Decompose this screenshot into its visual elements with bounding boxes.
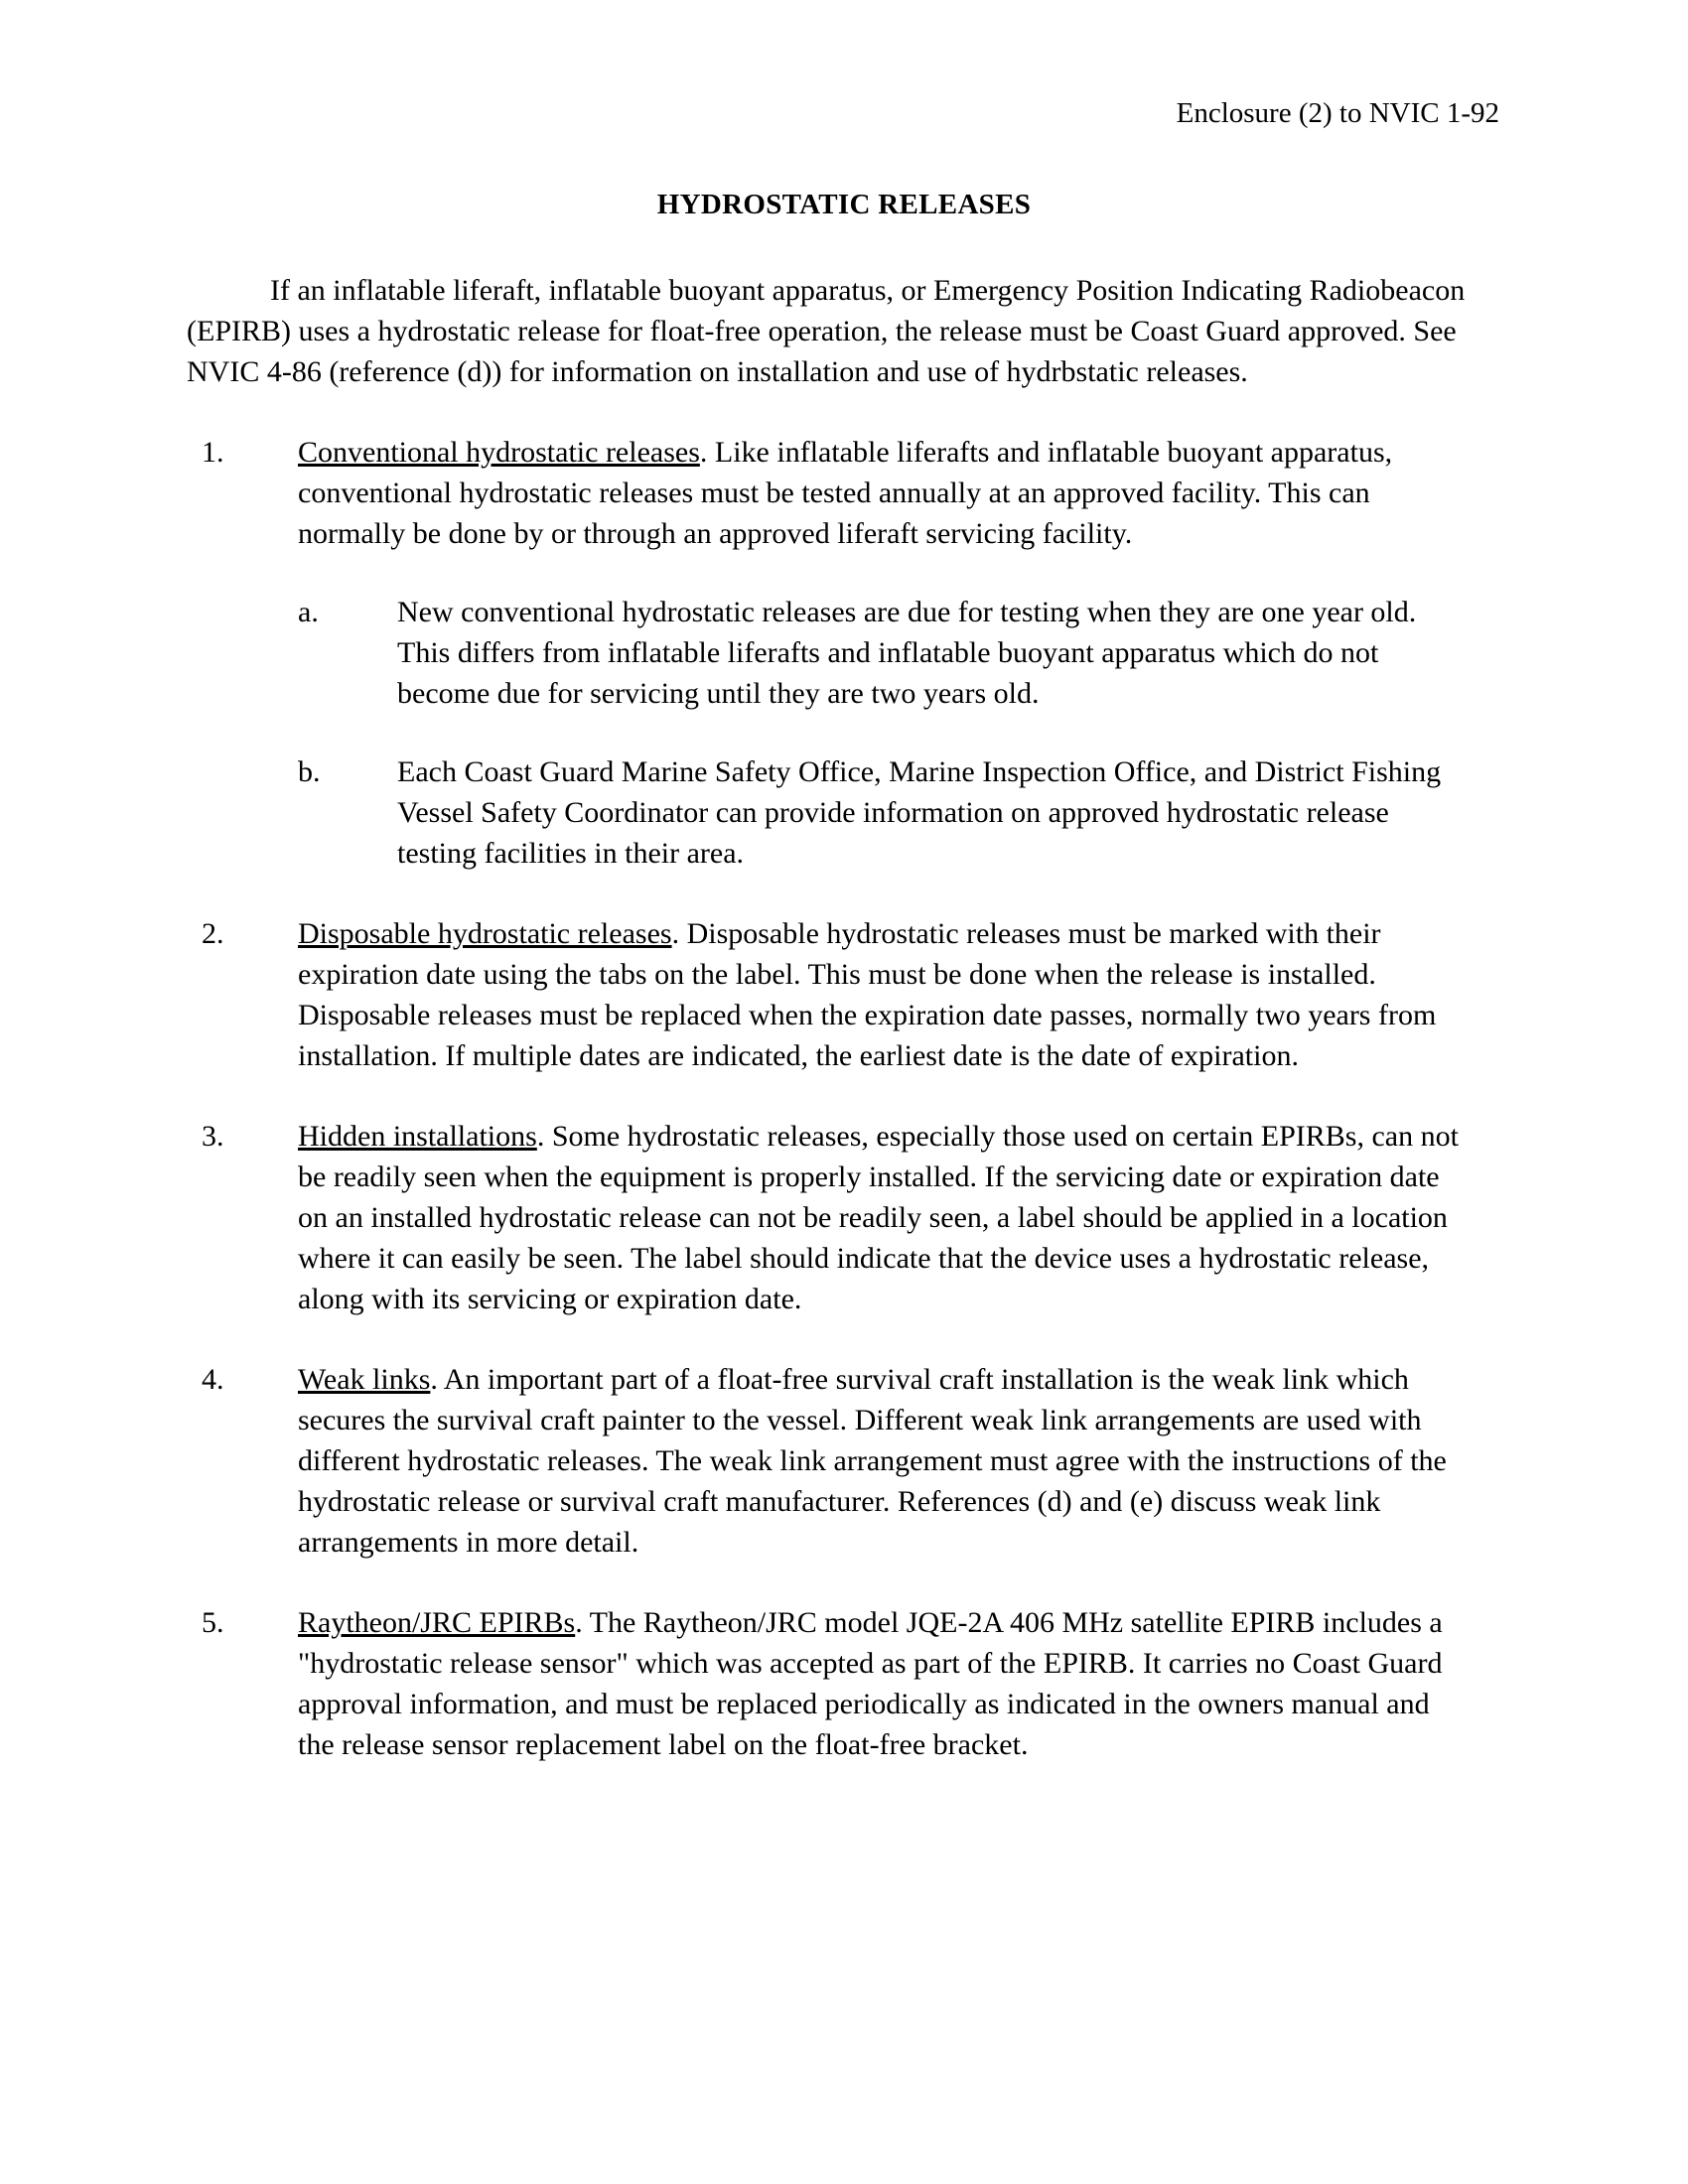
list-item-body: . The Raytheon/JRC model JQE-2A 406 MHz satellite EPIRB includes a "hydrostatic release sensor" which was accepted as part of the EPIRB. It carries no Coast Guard approval information, and must be replaced periodically as indicated in the owners manual and the release sensor replacement label on the float-free bracket.: [298, 1606, 1443, 1761]
lettered-list: [298, 592, 1468, 874]
list-item-text: [298, 1116, 1468, 1319]
list-item-text: [298, 913, 1468, 1076]
list-item-lead: Raytheon/JRC EPIRBs: [298, 1606, 576, 1639]
list-item: [187, 1602, 1468, 1765]
sub-list-item: [298, 592, 1468, 714]
list-item-marker: 3.: [202, 1120, 224, 1153]
list-item-lead: Disposable hydrostatic releases: [298, 917, 672, 950]
list-item: [187, 1359, 1468, 1563]
sub-list-item-marker: a.: [298, 596, 319, 628]
list-item-marker: 5.: [202, 1606, 224, 1639]
document-body: [187, 270, 1468, 1765]
list-item-lead: Weak links: [298, 1363, 431, 1396]
list-item-marker: 2.: [202, 917, 224, 950]
page-title: HYDROSTATIC RELEASES: [656, 189, 1032, 220]
intro-paragraph: If an inflatable liferaft, inflatable buoyant apparatus, or Emergency Position Indicating Radiobeacon (EPIRB) uses a hydrostatic release for float-free operation, the release must be Coast Guard approved. See NVIC 4-86 (reference (d)) for information on installation and use of hydrbstatic releases.: [187, 274, 1466, 388]
list-item-text: [298, 1602, 1468, 1765]
list-item-lead: Conventional hydrostatic releases: [298, 436, 700, 469]
list-item-body: . Like inflatable liferafts and inflatable buoyant apparatus, conventional hydrostatic releases must be tested annually at an approved facility. This can normally be done by or through an approved liferaft servicing facility.: [298, 436, 1393, 550]
list-item-marker: 1.: [202, 436, 224, 469]
list-item-body: . Disposable hydrostatic releases must be marked with their expiration date using the tabs on the label. This must be done when the release is installed. Disposable releases must be replaced when the expiration date passes, normally two years from installation. If multiple dates are indicated, the earliest date is the date of expiration.: [298, 917, 1437, 1072]
sub-list-item-text: Each Coast Guard Marine Safety Office, Marine Inspection Office, and District Fishing Vessel Safety Coordinator can provide information on approved hydrostatic release testing facilities in their area.: [397, 755, 1442, 870]
numbered-list: [187, 432, 1468, 1765]
enclosure-header: Enclosure (2) to NVIC 1-92: [1176, 97, 1499, 129]
sub-list-item-text: New conventional hydrostatic releases are due for testing when they are one year old. This differs from inflatable liferafts and inflatable buoyant apparatus which do not become due for servicing until they are two years old.: [397, 596, 1417, 710]
list-item: [187, 913, 1468, 1076]
sub-list-item-marker: b.: [298, 755, 321, 788]
list-item-body: . An important part of a float-free survival craft installation is the weak link which secures the survival craft painter to the vessel. Different weak link arrangements are used with different hydrostatic releases. The weak link arrangement must agree with the instructions of the hydrostatic release or survival craft manufacturer. References (d) and (e) discuss weak link arrangements in more detail.: [298, 1363, 1447, 1559]
list-item-text: [298, 1359, 1468, 1563]
sub-list-item: [298, 751, 1468, 874]
list-item: [187, 432, 1468, 874]
list-item-body: . Some hydrostatic releases, especially those used on certain EPIRBs, can not be readily seen when the equipment is properly installed. If the servicing date or expiration date on an installed hydrostatic release can not be readily seen, a label should be applied in a location where it can easily be seen. The label should indicate that the device uses a hydrostatic release, along with its servicing or expiration date.: [298, 1120, 1459, 1315]
list-item: [187, 1116, 1468, 1319]
list-item-lead: Hidden installations: [298, 1120, 537, 1153]
list-item-marker: 4.: [202, 1363, 224, 1396]
list-item-text: [298, 432, 1468, 554]
